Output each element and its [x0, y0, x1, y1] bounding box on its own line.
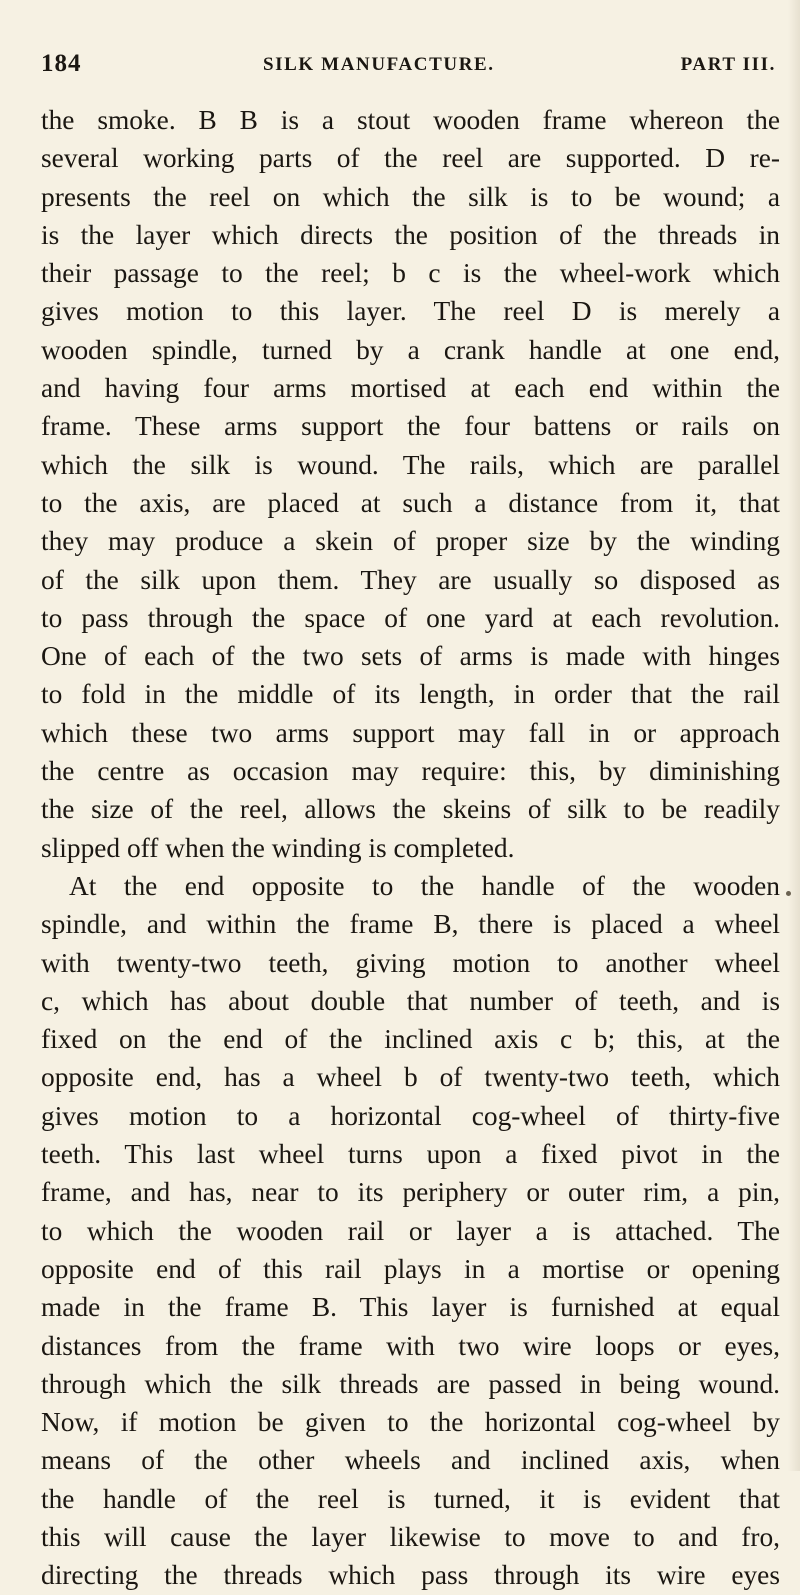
text-line: opposite end of this rail plays in a mortise or opening	[41, 1253, 780, 1284]
text-line: several working parts of the reel are supported. D re-	[41, 143, 780, 174]
text-line: the smoke. B B is a stout wooden frame whereon the	[41, 105, 780, 135]
text-line: the size of the reel, allows the skeins of silk to be readily	[41, 794, 780, 825]
page-edge-shadow	[788, 0, 800, 1471]
text-line: frame. These arms support the four battens or rails on	[41, 411, 780, 442]
text-line: to fold in the middle of its length, in order that the rail	[41, 679, 780, 710]
text-line: frame, and has, near to its periphery or outer rim, a pin,	[41, 1177, 780, 1208]
text-line: and having four arms mortised at each end within the	[41, 373, 780, 404]
text-line: Now, if motion be given to the horizontal cog-wheel by	[41, 1407, 780, 1438]
text-line: the centre as occasion may require: this, by diminishing	[41, 756, 780, 787]
text-line: the handle of the reel is turned, it is evident that	[41, 1483, 780, 1514]
text-line: which the silk is wound. The rails, which are parallel	[41, 449, 780, 480]
text-line: presents the reel on which the silk is to be wound; a	[41, 181, 780, 212]
text-line: fixed on the end of the inclined axis c b; this, at the	[41, 1024, 780, 1055]
text-line: opposite end, has a wheel b of twenty-two teeth, which	[41, 1062, 780, 1093]
text-line: is the layer which directs the position of the threads in	[41, 219, 780, 250]
text-line: made in the frame B. This layer is furnished at equal	[41, 1292, 780, 1323]
text-line: directing the threads which pass through its wire eyes	[41, 1560, 780, 1591]
text-line: of the silk upon them. They are usually so disposed as	[41, 564, 780, 595]
text-line: to the axis, are placed at such a distance from it, that	[41, 487, 780, 518]
text-line: distances from the frame with two wire loops or eyes,	[41, 1330, 780, 1361]
page-number: 184	[41, 50, 82, 77]
text-line: gives motion to a horizontal cog-wheel of thirty-five	[41, 1100, 780, 1131]
text-line: wooden spindle, turned by a crank handle at one end,	[41, 334, 780, 365]
text-line: gives motion to this layer. The reel D is merely a	[41, 296, 780, 327]
text-line: One of each of the two sets of arms is made with hinges	[41, 641, 780, 672]
text-line: which these two arms support may fall in or approach	[41, 717, 780, 748]
text-line: to pass through the space of one yard at each revolution.	[41, 602, 780, 633]
text-line: this will cause the layer likewise to move to and fro,	[41, 1521, 780, 1552]
text-line: they may produce a skein of proper size by the winding	[41, 526, 780, 557]
text-line: c, which has about double that number of teeth, and is	[41, 985, 780, 1016]
part-label: PART III.	[680, 54, 776, 75]
text-line: spindle, and within the frame B, there is placed a wheel	[41, 909, 780, 940]
text-line: with twenty-two teeth, giving motion to another wheel	[41, 947, 780, 978]
text-line: means of the other wheels and inclined axis, when	[41, 1445, 780, 1476]
text-line: teeth. This last wheel turns upon a fixed pivot in the	[41, 1139, 780, 1170]
text-line: their passage to the reel; b c is the wheel-work which	[41, 258, 780, 289]
text-line: slipped off when the winding is completed.	[41, 832, 515, 863]
text-line: through which the silk threads are passed in being wound.	[41, 1368, 780, 1399]
running-head	[41, 50, 776, 84]
text-line: to which the wooden rail or layer a is attached. The	[41, 1215, 780, 1246]
text-line: At the end opposite to the handle of the wooden	[69, 870, 780, 901]
body-text	[41, 101, 780, 1595]
running-title: SILK MANUFACTURE.	[263, 54, 495, 75]
